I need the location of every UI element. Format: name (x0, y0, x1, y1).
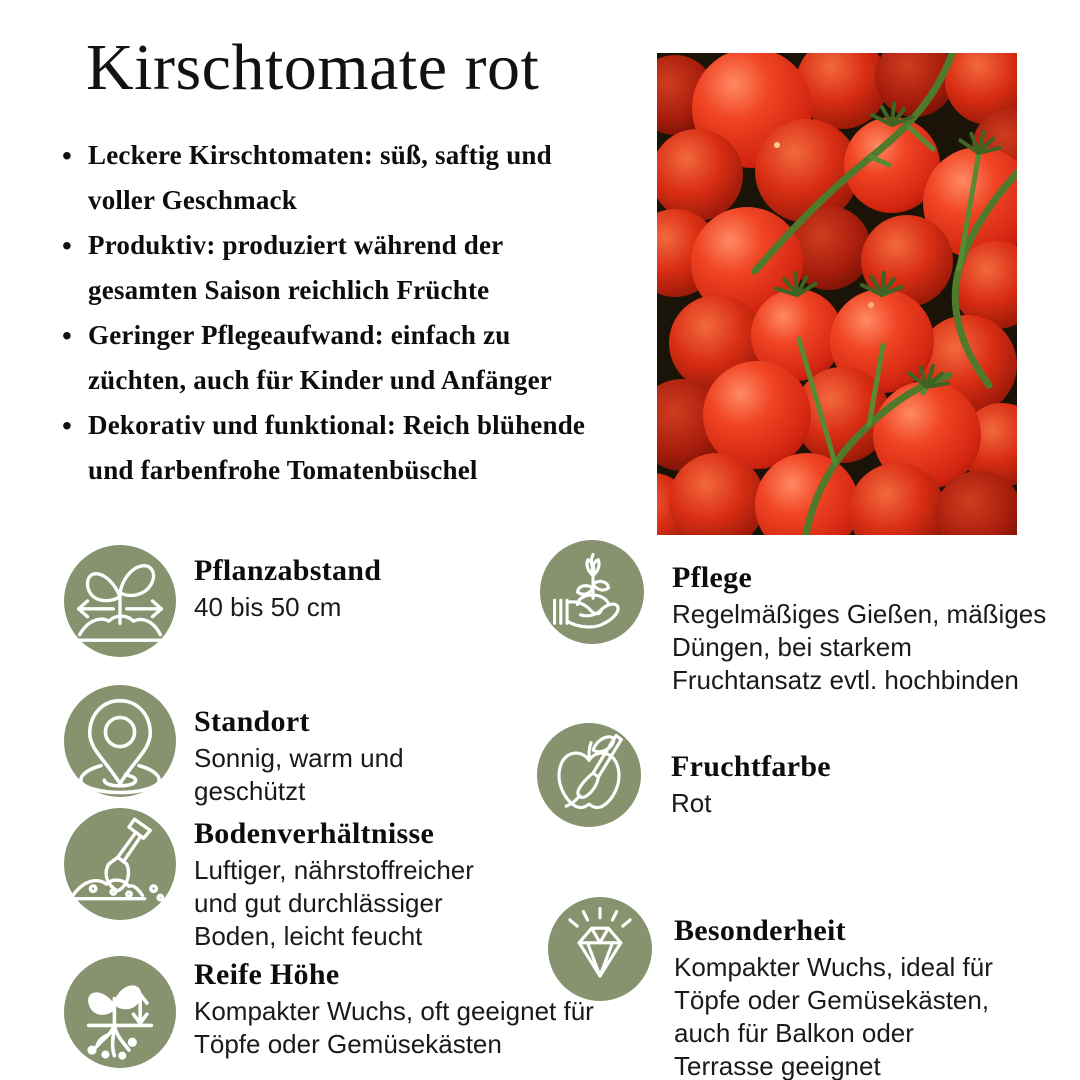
section-text: auch für Balkon oder (674, 1018, 914, 1048)
bullet-line: und farbenfrohe Tomatenbüschel (88, 455, 478, 485)
section-reife-hoehe (64, 956, 594, 1068)
tomato-photo (657, 53, 1017, 535)
list-item (60, 223, 670, 313)
section-text: Töpfe oder Gemüsekästen (194, 1029, 502, 1059)
section-title: Standort (194, 705, 310, 738)
section-text: geschützt (194, 776, 306, 806)
section-text: Luftiger, nährstoffreicher (194, 855, 474, 885)
section-text: Regelmäßiges Gießen, mäßiges (672, 599, 1047, 629)
section-pflege (540, 540, 1046, 697)
bullet-line: • Geringer Pflegeaufwand: einfach zu (88, 320, 511, 350)
section-text: 40 bis 50 cm (194, 592, 342, 622)
section-title: Besonderheit (674, 914, 846, 947)
section-text: Fruchtansatz evtl. hochbinden (672, 665, 1019, 695)
section-text: Sonnig, warm und (194, 743, 404, 773)
section-text: Rot (671, 788, 712, 818)
section-text: Boden, leicht feucht (194, 921, 423, 951)
section-title: Reife Höhe (194, 958, 340, 991)
section-text: Düngen, bei starkem (672, 632, 912, 662)
plant-height-icon (64, 956, 176, 1068)
section-text: und gut durchlässiger (194, 888, 443, 918)
section-standort (64, 685, 404, 808)
section-bodenverhaeltnisse (64, 808, 474, 953)
section-besonderheit (548, 897, 993, 1080)
plant-spacing-icon (64, 545, 176, 657)
bullet-line: gesamten Saison reichlich Früchte (88, 275, 490, 305)
section-fruchtfarbe (537, 723, 831, 827)
feature-list (60, 133, 670, 493)
bullet-line: • Dekorativ und funktional: Reich blühende (88, 410, 586, 440)
section-text: Kompakter Wuchs, ideal für (674, 952, 993, 982)
section-pflanzabstand (64, 545, 381, 657)
bullet-line: voller Geschmack (88, 185, 297, 215)
apple-brush-icon (537, 723, 641, 827)
section-text: Kompakter Wuchs, oft geeignet für (194, 996, 594, 1026)
section-title: Pflanzabstand (194, 554, 382, 587)
location-pin-icon (64, 685, 176, 797)
hand-plant-icon (540, 540, 644, 644)
shovel-icon (64, 808, 176, 920)
list-item (60, 403, 670, 493)
section-title: Fruchtfarbe (671, 750, 831, 783)
bullet-line: • Leckere Kirschtomaten: süß, saftig und (88, 140, 552, 170)
tomato-photo-art (657, 53, 1017, 535)
list-item (60, 133, 670, 223)
page-title: Kirschtomate rot (86, 31, 540, 104)
list-item (60, 313, 670, 403)
bullet-line: • Produktiv: produziert während der (88, 230, 504, 260)
section-title: Bodenverhältnisse (194, 817, 435, 850)
section-title: Pflege (672, 561, 753, 594)
section-text: Terrasse geeignet (674, 1051, 881, 1080)
section-text: Töpfe oder Gemüsekästen, (674, 985, 990, 1015)
bullet-line: züchten, auch für Kinder und Anfänger (88, 365, 552, 395)
